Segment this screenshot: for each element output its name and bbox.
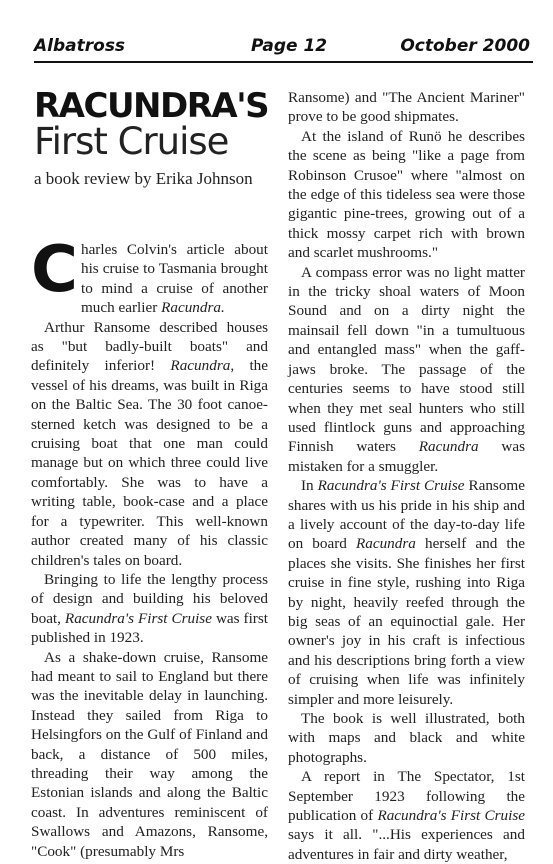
article-title-line1: RACUNDRA'S [34, 86, 269, 126]
boat-name-italic: Racundra [170, 357, 231, 375]
paragraph [31, 233, 268, 318]
paragraph-text: Bringing to life the lengthy process of design and building his beloved boat, [31, 570, 268, 627]
paragraph-text: Ransome shares with us his pride in his ship and a lively account of the day-to-day life on board [288, 477, 525, 553]
left-column [31, 233, 268, 861]
paragraph-text: was mistaken for a smuggler. [288, 438, 525, 475]
paragraph [31, 648, 268, 861]
header-rule [34, 61, 533, 63]
paragraph-text: In [301, 477, 318, 495]
paragraph-text: A report in The Spectator, 1st September 1923 following the publication of [288, 768, 525, 825]
book-title-italic: Racundra. [161, 299, 225, 317]
paragraph-text: A compass error was no light matter in the tricky shoal waters of Moon Sound and on a dirty night the mainsail fell down "in a tumultuous and entangled mass" when the gaff-jaws broke. The passage of the centuries seems to have stood still when they met seal hunters who still used flintlock guns and approaching Finnish waters [288, 263, 525, 456]
book-title-italic: Racundra's First Cruise [64, 609, 212, 627]
right-column [288, 88, 525, 864]
paragraph-text: harles Colvin's article about his cruise to Tasmania brought to mind a cruise of another much earlier [80, 241, 268, 317]
paragraph [31, 318, 268, 570]
paragraph-text: , the vessel of his dreams, was built in Riga on the Baltic Sea. The 30 foot canoe-sterned ketch was designed to be a cruising boat that one man could manage but on which three could live comfortably. She was to have a writing table, book-case and a place for a typewriter. This well-known author created many of his classic children's tales on board. [31, 357, 268, 569]
publication-name: Albatross [34, 36, 126, 56]
paragraph [288, 767, 525, 864]
paragraph-text: herself and the places she visits. She finishes her first cruise in fine style, rushing into Riga by night, heavily reefed through the big seas of an equinoctial gale. Her owner's joy in his craft is infectious and his descriptions bring forth a view of cruising when life was infinitely simpler and more leisurely. [288, 535, 525, 708]
drop-cap: C [31, 233, 78, 307]
paragraph [288, 263, 525, 476]
paragraph-text: Arthur Ransome described houses as "but badly-built boats" and definitely inferior! [31, 318, 268, 375]
page-header [34, 36, 530, 60]
paragraph-text: As a shake-down cruise, Ransome had meant to sail to England but there was the inevitable delay in launching. Instead they sailed from Riga to Helsingfors on the Gulf of Finland and back, a distance of 500 miles, threading their way among the Estonian islands and along the Baltic coast. In adventures reminiscent of Swallows and Amazons, Ransome, "Cook" (presumably Mrs [31, 648, 268, 860]
paragraph [288, 476, 525, 709]
paragraph-text: The book is well illustrated, both with maps and black and white photographs. [288, 710, 525, 766]
paragraph-text: At the island of Runö he describes the scene as being "like a page from Robinson Crusoe" where "almost on the edge of this tideless sea were those gigantic pine-trees, growing out of a thick mossy carpet rich with brown and scarlet mushrooms." [288, 127, 525, 262]
paragraph [288, 709, 525, 767]
article-byline: a book review by Erika Johnson [34, 169, 253, 188]
article-title-line2: First Cruise [34, 120, 229, 163]
boat-name-italic: Racundra [418, 438, 479, 456]
paragraph [288, 88, 525, 127]
book-title-italic: Racundra's First Cruise [317, 477, 465, 495]
paragraph-text: was first published in 1923. [31, 609, 268, 647]
paragraph-text: says it all. "...His experiences and adventures in fair and dirty weather, [288, 826, 525, 863]
page-number: Page 12 [251, 36, 328, 56]
boat-name-italic: Racundra [355, 535, 416, 553]
paragraph [288, 127, 525, 263]
book-title-italic: Racundra's First Cruise [377, 807, 525, 825]
issue-date: October 2000 [400, 36, 530, 56]
paragraph-text: Ransome) and "The Ancient Mariner" prove to be good shipmates. [288, 89, 525, 126]
paragraph [31, 570, 268, 648]
